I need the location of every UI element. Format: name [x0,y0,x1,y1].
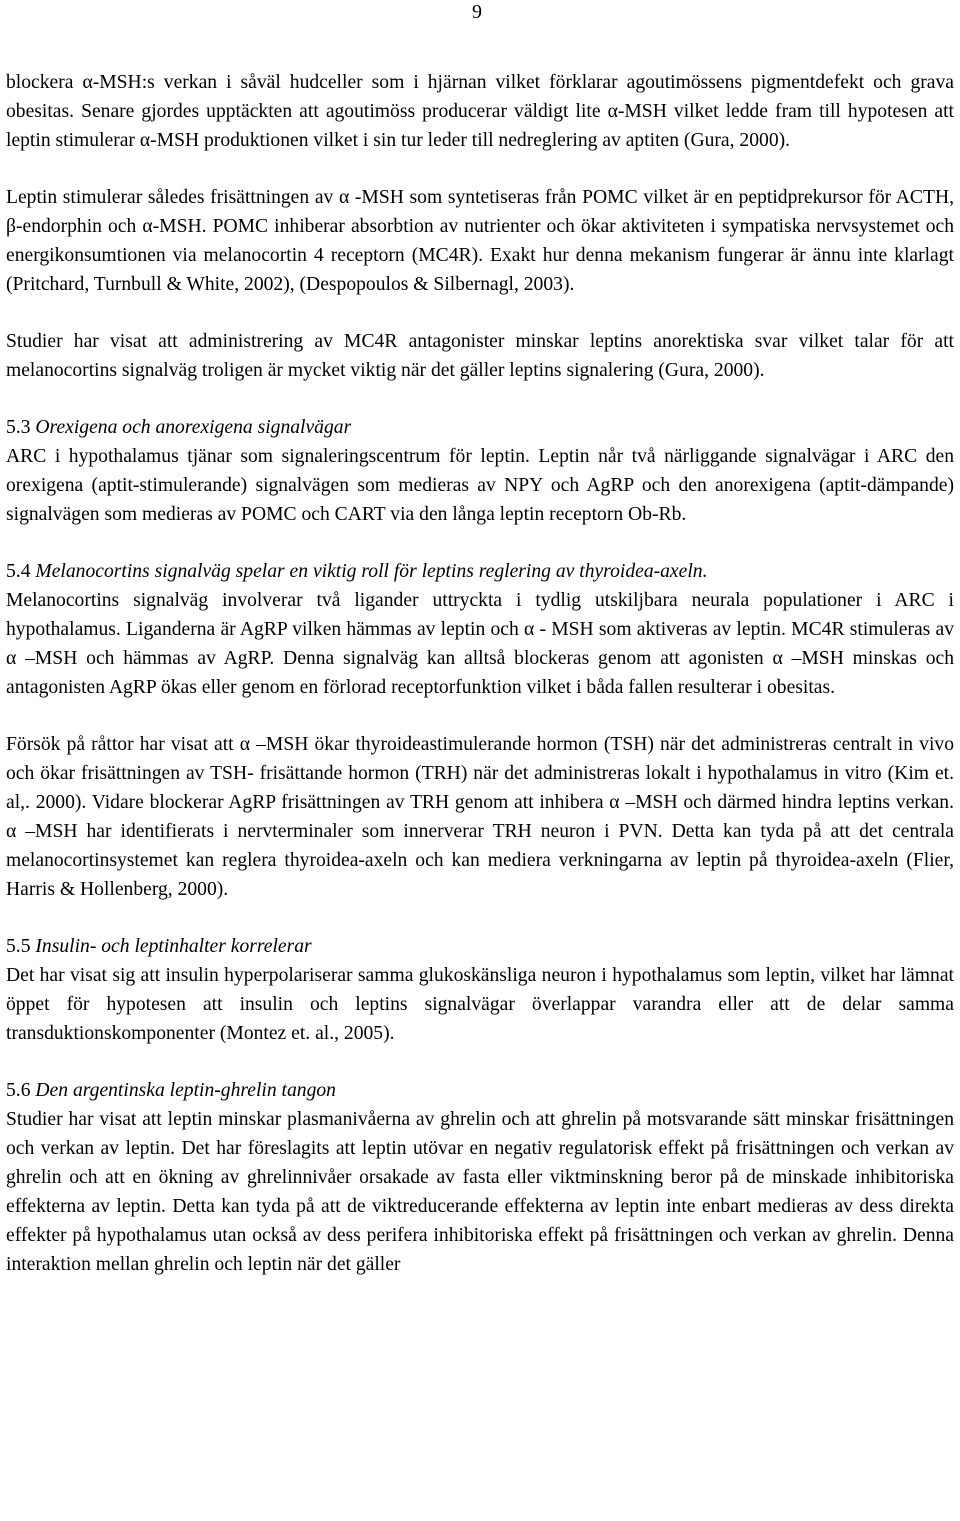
section-5-6 [6,1076,954,1279]
document-body [6,68,954,1307]
section-number: 5.6 [6,1080,31,1101]
paragraph-mc4r-antagonists: Studier har visat att administrering av MC4R antagonister minskar leptins anorektiska svar vilket talar för att melanocortins signalväg troligen är mycket viktig när det gäller leptins signalering (Gura, 2000). [6,331,954,381]
section-5-4 [6,557,954,702]
paragraph-tsh-trh: Försök på råttor har visat att α –MSH ökar thyroideastimulerande hormon (TSH) när det administreras centralt in vivo och ökar frisättningen av TSH- frisättande hormon (TRH) när det administreras lokalt i hypothalamus in vitro (Kim et. al,. 2000). Vidare blockerar AgRP frisättningen av TRH genom att inhibera α –MSH och därmed hindra leptins verkan. α –MSH har identifierats i nervterminaler som innerverar TRH neuron i PVN. Detta kan tyda på att det centrala melanocortinsystemet kan reglera thyroidea-axeln och kan mediera verkningarna av leptin på thyroidea-axeln (Flier, Harris & Hollenberg, 2000). [6,734,954,900]
section-heading [6,1076,954,1105]
section-body: ARC i hypothalamus tjänar som signaleringscentrum för leptin. Leptin når två närliggande signalvägar i ARC den orexigena (aptit-stimulerande) signalvägen som medieras av NPY och AgRP och den anorexigena (aptit-dämpande) signalvägen som medieras av POMC och CART via den långa leptin receptorn Ob-Rb. [6,446,954,525]
section-heading [6,557,954,586]
section-body: Det har visat sig att insulin hyperpolariserar samma glukoskänsliga neuron i hypothalamus som leptin, vilket har lämnat öppet för hypotesen att insulin och leptins signalvägar överlappar varandra eller att de delar samma transduktionskomponenter (Montez et. al., 2005). [6,965,954,1044]
section-body: Studier har visat att leptin minskar plasmanivåerna av ghrelin och att ghrelin på motsvarande sätt minskar frisättningen och verkan av leptin. Det har föreslagits att leptin utövar en negativ regulatorisk effekt på frisättningen och verkan av ghrelin och att en ökning av ghrelinnivåer orsakade av fasta eller viktminskning beror på de minskade inhibitoriska effekterna av leptin. Detta kan tyda på att de viktreducerande effekterna av leptin inte enbart medieras av dess direkta effekter på hypothalamus utan också av dess perifera inhibitoriska effekt på frisättningen och verkan av ghrelin. Denna interaktion mellan ghrelin och leptin när det gäller [6,1109,954,1275]
section-title: Den argentinska leptin-ghrelin tangon [35,1080,336,1101]
section-number: 5.5 [6,936,31,957]
section-title: Melanocortins signalväg spelar en viktig roll för leptins reglering av thyroidea-axeln. [35,561,708,582]
paragraph-agouti: blockera α-MSH:s verkan i såväl hudceller som i hjärnan vilket förklarar agoutimössens pigmentdefekt och grava obesitas. Senare gjordes upptäckten att agoutimöss producerar väldigt lite α-MSH vilket ledde fram till hypotesen att leptin stimulerar α-MSH produktionen vilket i sin tur leder till nedreglering av aptiten (Gura, 2000). [6,72,954,151]
section-number: 5.4 [6,561,31,582]
section-heading [6,932,954,961]
section-title: Orexigena och anorexigena signalvägar [35,417,352,438]
section-body: Melanocortins signalväg involverar två ligander uttryckta i tydlig utskiljbara neurala populationer i ARC i hypothalamus. Liganderna är AgRP vilken hämmas av leptin och α - MSH som aktiveras av leptin. MC4R stimuleras av α –MSH och hämmas av AgRP. Denna signalväg kan alltså blockeras genom att agonisten α –MSH minskas och antagonisten AgRP ökas eller genom en förlorad receptorfunktion vilket i båda fallen resulterar i obesitas. [6,590,954,698]
section-5-3 [6,413,954,529]
section-heading [6,413,954,442]
page-number: 9 [472,1,482,23]
section-number: 5.3 [6,417,31,438]
section-5-5 [6,932,954,1048]
paragraph-pomc: Leptin stimulerar således frisättningen av α -MSH som syntetiseras från POMC vilket är en peptidprekursor för ACTH, β-endorphin och α-MSH. POMC inhiberar absorbtion av nutrienter och ökar aktiviteten i sympatiska nervsystemet och energikonsumtionen via melanocortin 4 receptorn (MC4R). Exakt hur denna mekanism fungerar är ännu inte klarlagt (Pritchard, Turnbull & White, 2002), (Despopoulos & Silbernagl, 2003). [6,187,954,295]
section-title: Insulin- och leptinhalter korrelerar [35,936,312,957]
